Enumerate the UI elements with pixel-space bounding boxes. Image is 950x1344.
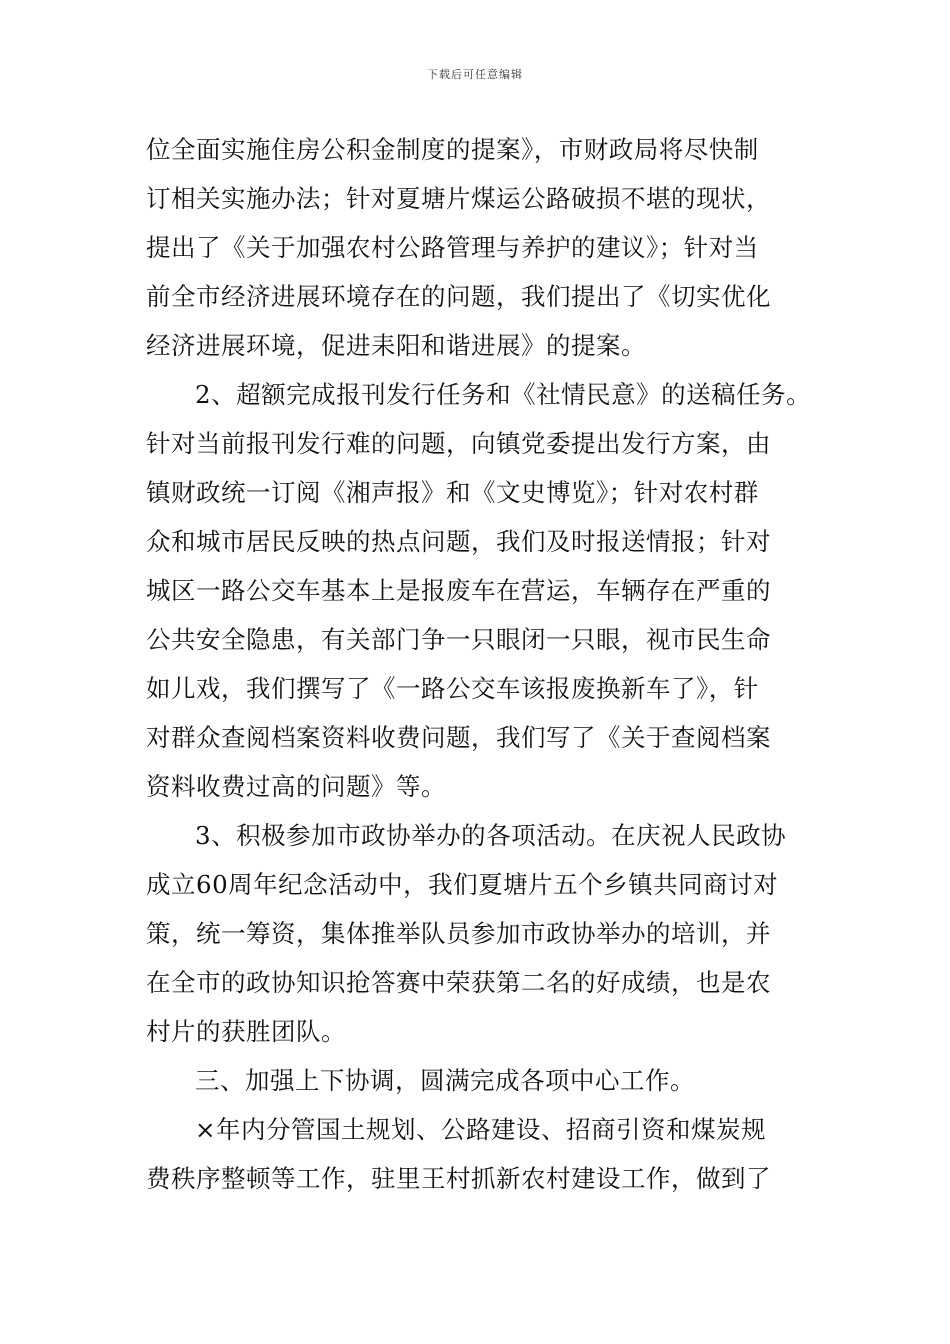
text-line: 公共安全隐患，有关部门争一只眼闭一只眼，视市民生命 bbox=[146, 625, 771, 654]
text-line: 针对当前报刊发行难的问题，向镇党委提出发行方案，由 bbox=[146, 429, 771, 458]
text-line: 村片的获胜团队。 bbox=[146, 1017, 346, 1046]
text-line: 成立60周年纪念活动中，我们夏塘片五个乡镇共同商讨对 bbox=[146, 870, 779, 899]
text-line: 资料收费过高的问题》等。 bbox=[146, 772, 446, 801]
text-line: 策，统一筹资，集体推举队员参加市政协举办的培训，并 bbox=[146, 919, 771, 948]
text-line: 众和城市居民反映的热点问题，我们及时报送情报；针对 bbox=[146, 527, 771, 556]
text-line: 2、超额完成报刊发行任务和《社情民意》的送稿任务。 bbox=[195, 380, 812, 409]
text-line: ×年内分管国土规划、公路建设、招商引资和煤炭规 bbox=[195, 1115, 767, 1144]
text-line: 三、加强上下协调，圆满完成各项中心工作。 bbox=[195, 1066, 695, 1095]
text-line: 在全市的政协知识抢答赛中荣获第二名的好成绩，也是农 bbox=[146, 968, 771, 997]
text-line: 费秩序整顿等工作，驻里王村抓新农村建设工作，做到了 bbox=[146, 1164, 771, 1193]
body-text bbox=[146, 125, 826, 1203]
text-line: 位全面实施住房公积金制度的提案》，市财政局将尽快制 bbox=[146, 135, 759, 164]
text-line: 3、积极参加市政协举办的各项活动。在庆祝人民政协 bbox=[195, 821, 787, 850]
text-line: 城区一路公交车基本上是报废车在营运，车辆存在严重的 bbox=[146, 576, 771, 605]
text-line: 前全市经济进展环境存在的问题，我们提出了《切实优化 bbox=[146, 282, 771, 311]
text-line: 提出了《关于加强农村公路管理与养护的建议》；针对当 bbox=[146, 233, 759, 262]
text-line: 经济进展环境，促进耒阳和谐进展》的提案。 bbox=[146, 331, 646, 360]
text-line: 对群众查阅档案资料收费问题，我们写了《关于查阅档案 bbox=[146, 723, 771, 752]
page-header: 下载后可任意编辑 bbox=[427, 68, 523, 81]
text-line: 镇财政统一订阅《湘声报》和《文史博览》；针对农村群 bbox=[146, 478, 759, 507]
text-line: 订相关实施办法；针对夏塘片煤运公路破损不堪的现状， bbox=[146, 184, 771, 213]
text-line: 如儿戏，我们撰写了《一路公交车该报废换新车了》，针 bbox=[146, 674, 759, 703]
